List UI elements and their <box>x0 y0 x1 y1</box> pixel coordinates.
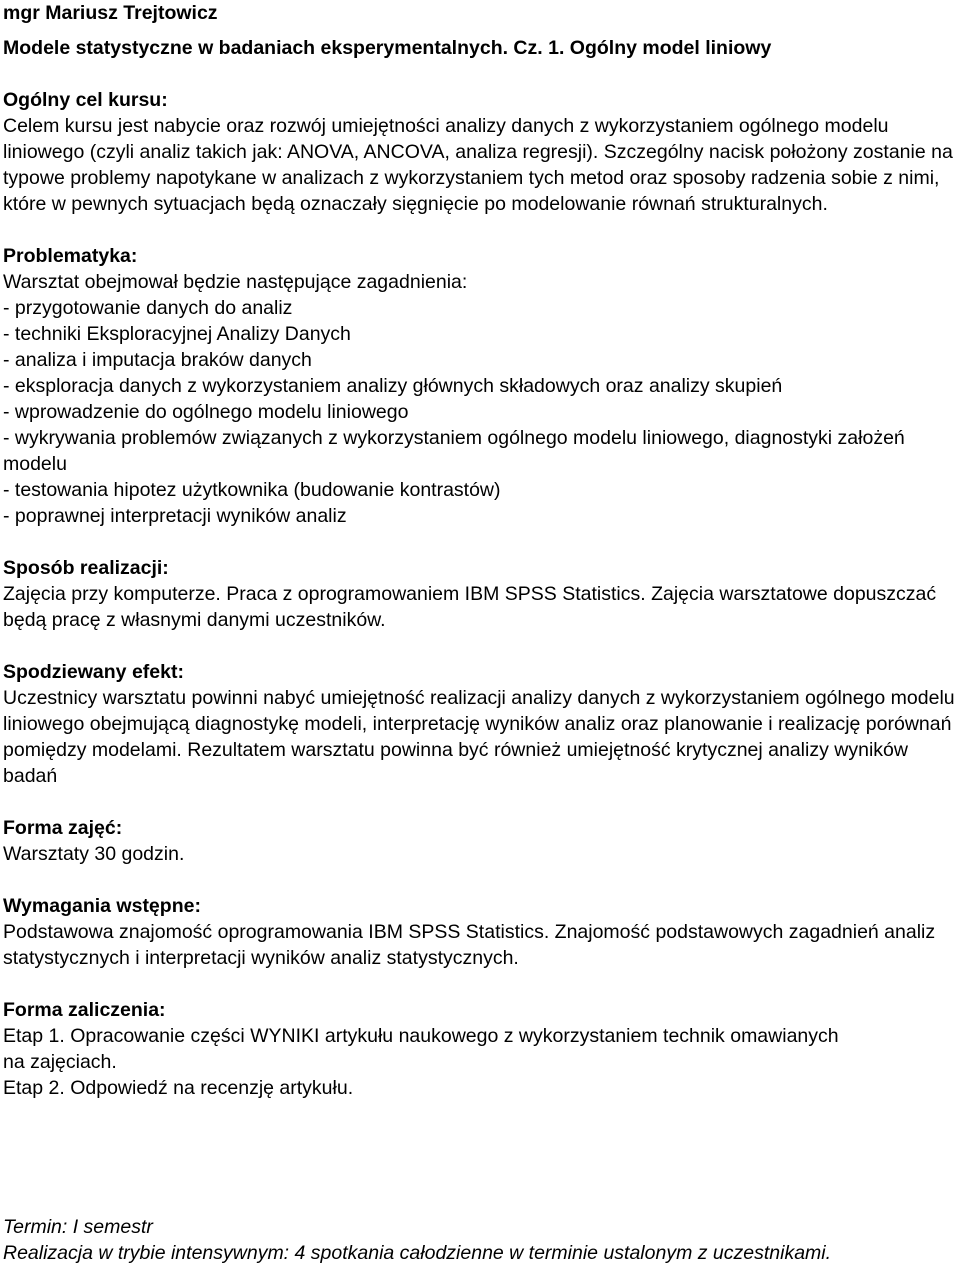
list-item: - wykrywania problemów związanych z wykorzystaniem ogólnego modelu liniowego, diagnostyki założeń modelu <box>3 427 905 475</box>
outcome-text: Uczestnicy warsztatu powinni nabyć umiejętność realizacji analizy danych z wykorzystaniem ogólnego modelu liniowego obejmującą diagnostykę modeli, interpretację wyników analiz oraz planowanie i realizację porównań pomiędzy modelami. Rezultatem warsztatu powinna być również umiejętność krytycznej analizy wyników badań <box>3 687 955 787</box>
topics-heading: Problematyka: <box>3 245 138 267</box>
list-item: - analiza i imputacja braków danych <box>3 349 312 371</box>
term-note: Termin: I semestr <box>3 1216 153 1238</box>
requirements-heading: Wymagania wstępne: <box>3 895 201 917</box>
list-item: - poprawnej interpretacji wyników analiz <box>3 505 347 527</box>
form-section <box>3 815 958 867</box>
course-title: Modele statystyczne w badaniach eksperymentalnych. Cz. 1. Ogólny model liniowy <box>3 37 772 59</box>
outcome-section <box>3 659 958 789</box>
assessment-heading: Forma zaliczenia: <box>3 999 166 1021</box>
footer-notes <box>3 1214 831 1266</box>
outcome-heading: Spodziewany efekt: <box>3 661 184 683</box>
goal-heading: Ogólny cel kursu: <box>3 89 168 111</box>
method-section <box>3 555 958 633</box>
assessment-line: na zajęciach. <box>3 1051 117 1073</box>
form-heading: Forma zajęć: <box>3 817 123 839</box>
mode-note: Realizacja w trybie intensywnym: 4 spotkania całodzienne w terminie ustalonym z uczestnikami. <box>3 1242 832 1264</box>
assessment-line: Etap 1. Opracowanie części WYNIKI artykułu naukowego z wykorzystaniem technik omawianych <box>3 1025 839 1047</box>
requirements-section <box>3 893 958 971</box>
assessment-line: Etap 2. Odpowiedź na recenzję artykułu. <box>3 1077 354 1099</box>
list-item: - techniki Eksploracyjnej Analizy Danych <box>3 323 351 345</box>
list-item: - wprowadzenie do ogólnego modelu liniowego <box>3 401 409 423</box>
syllabus-document <box>3 0 958 1264</box>
topics-section <box>3 243 958 529</box>
author-name: mgr Mariusz Trejtowicz <box>3 2 218 24</box>
list-item: - testowania hipotez użytkownika (budowanie kontrastów) <box>3 479 501 501</box>
form-text: Warsztaty 30 godzin. <box>3 843 185 865</box>
requirements-text: Podstawowa znajomość oprogramowania IBM SPSS Statistics. Znajomość podstawowych zagadnień analiz statystycznych i interpretacji wyników analiz statystycznych. <box>3 921 936 969</box>
list-item: - eksploracja danych z wykorzystaniem analizy głównych składowych oraz analizy skupień <box>3 375 783 397</box>
topics-intro: Warsztat obejmował będzie następujące zagadnienia: <box>3 271 468 293</box>
assessment-section <box>3 997 958 1101</box>
topics-list <box>3 295 958 529</box>
method-heading: Sposób realizacji: <box>3 557 169 579</box>
method-text: Zajęcia przy komputerze. Praca z oprogramowaniem IBM SPSS Statistics. Zajęcia warsztatowe dopuszczać będą pracę z własnymi danymi uczestników. <box>3 583 937 631</box>
list-item: - przygotowanie danych do analiz <box>3 297 293 319</box>
goal-text: Celem kursu jest nabycie oraz rozwój umiejętności analizy danych z wykorzystaniem ogólnego modelu liniowego (czyli analiz takich jak: ANOVA, ANCOVA, analiza regresji). Szczególny nacisk położony zostanie na typowe problemy napotykane w analizach z wykorzystaniem tych metod oraz sposoby radzenia sobie z nimi, które w pewnych sytuacjach będą oznaczały sięgnięcie po modelowanie równań strukturalnych. <box>3 115 953 215</box>
goal-section <box>3 87 958 217</box>
